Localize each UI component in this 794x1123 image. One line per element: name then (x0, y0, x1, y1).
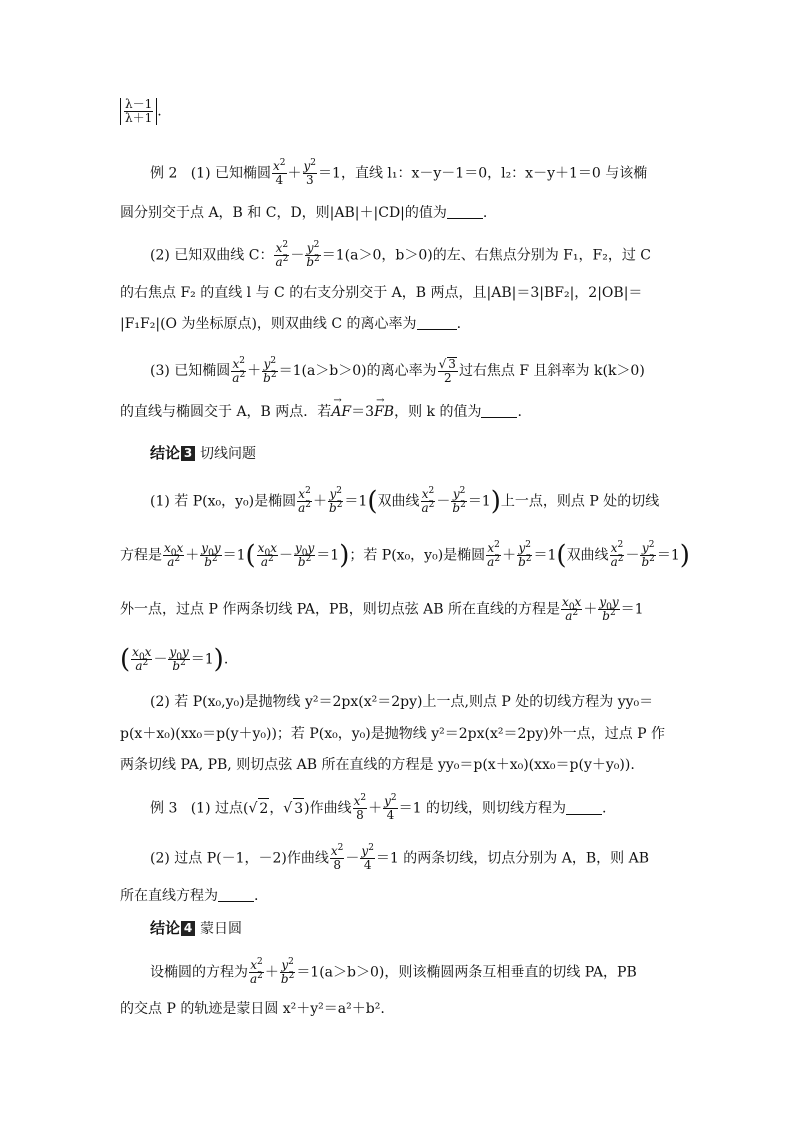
conclusion3-part1-cont: 方程是 $\frac{x_0x}{a^2}$ ＋ $\frac{y_0y}{b^2}$ ＝1( $\frac{x_0x}{a^2}$ － $\frac{y_0y}{b^2}$ ＝1)；若 P(x₀，y₀)是椭圆 $\frac{x^2}{a^2}$ ＋ $\frac{y^2}{b^2}$ ＝1(双曲线 $\frac{x^2}{a^2}$ － $\frac{y^2}{b^2}$ ＝1) (120, 540, 690, 571)
conclusion3-part1-cont3: ( $\frac{x_0x}{a^2}$ － $\frac{y_0y}{b^2}$ ＝1). (120, 644, 229, 675)
example3-part2: (2) 过点 P(－1，－2)作曲线 $\frac{x^2}{8}$ － $\frac{y^2}{4}$ ＝1 的两条切线，切点分别为 A，B，则 AB (150, 843, 649, 872)
example2-part2-cont2: |F₁F₂|(O 为坐标原点)，则双曲线 C 的离心率为 . (120, 316, 462, 332)
answer-blank (566, 800, 602, 815)
section-title: 切线问题 (200, 446, 257, 462)
example3-part1: 例 3 (1) 过点(√ 2，√ 3)作曲线 $\frac{x^2}{8}$ ＋ $\frac{y^2}{4}$ ＝1 的切线，则切线方程为 . (150, 793, 607, 822)
conclusion3-part1-cont2: 外一点，过点 P 作两条切线 PA，PB，则切点弦 AB 所在直线的方程是 $\frac{x_0x}{a^2}$ ＋ $\frac{y_0y}{b^2}$ ＝1 (120, 595, 644, 623)
example2-part1-cont: 圆分别交于点 A，B 和 C，D，则|AB|＋|CD|的值为 . (120, 205, 488, 221)
conclusion3-part2-cont: p(x＋x₀)(xx₀＝p(y＋y₀))；若 P(x₀，y₀)是抛物线 y²＝2px(x²＝2py)外一点，过点 P 作 (120, 726, 666, 742)
section-title: 蒙日圆 (200, 921, 243, 937)
lambda-fraction-line: $\frac{\lambda-1}{\lambda+1}$ . (120, 98, 676, 125)
conclusion4-body: 设椭圆的方程为 $\frac{x^2}{a^2}$ ＋ $\frac{y^2}{b^2}$ ＝1(a＞b＞0)，则该椭圆两条互相垂直的切线 PA，PB (150, 957, 637, 986)
example-label: 例 2 (150, 165, 178, 182)
example2-part2-cont: 的右焦点 F₂ 的直线 l 与 C 的右支分别交于 A，B 两点，且|AB|＝3|BF₂|，2|OB|＝ (120, 285, 643, 301)
example3-part2-cont: 所在直线方程为 . (120, 888, 259, 904)
conclusion3-heading: 结论 3 切线问题 (150, 444, 257, 462)
example2-part3: (3) 已知椭圆 $\frac{x^2}{a^2}$ ＋ $\frac{y^2}{b^2}$ ＝1(a＞b＞0)的离心率为 $\frac{√ 3}{2}$ 过右焦点 F 且斜率为 k(k＞0) (150, 355, 645, 385)
number-badge: 4 (181, 921, 195, 936)
number-badge: 3 (181, 446, 195, 461)
answer-blank (417, 315, 457, 330)
answer-blank (481, 403, 517, 418)
example2-part3-cont: 的直线与椭圆交于 A，B 两点．若→ AF＝3→ FB，则 k 的值为 . (120, 402, 676, 422)
conclusion4-heading: 结论 4 蒙日圆 (150, 919, 243, 937)
conclusion3-part2: (2) 若 P(x₀,y₀)是抛物线 y²＝2px(x²＝2py)上一点,则点 P 处的切线方程为 yy₀＝ (150, 694, 654, 710)
lambda-numerator: λ－1 (125, 97, 153, 111)
conclusion3-part2-cont2: 两条切线 PA, PB, 则切点弦 AB 所在直线的方程是 yy₀＝p(x＋x₀)(xx₀＝p(y＋y₀)). (120, 757, 635, 773)
example2-part2: (2) 已知双曲线 C： $\frac{x^2}{a^2}$ － $\frac{y^2}{b^2}$ ＝1(a＞0，b＞0)的左、右焦点分别为 F₁，F₂，过 C (150, 240, 651, 269)
conclusion3-part1: (1) 若 P(x₀，y₀)是椭圆 $\frac{x^2}{a^2}$ ＋ $\frac{y^2}{b^2}$ ＝1(双曲线 $\frac{x^2}{a^2}$ － $\frac{y^2}{b^2}$ ＝1)上一点，则点 P 处的切线 (150, 486, 660, 517)
example-label: 例 3 (150, 800, 178, 817)
lambda-denominator: λ＋1 (125, 111, 153, 125)
conclusion4-body-cont: 的交点 P 的轨迹是蒙日圆 x²＋y²＝a²＋b². (120, 1001, 385, 1017)
answer-blank (218, 887, 254, 902)
example2-part1: 例 2 (1) 已知椭圆 $\frac{x^2}{4}$ ＋ $\frac{y^2}{3}$ ＝1，直线 l₁：x－y－1＝0，l₂：x－y＋1＝0 与该椭 (150, 158, 648, 187)
answer-blank (447, 204, 483, 219)
